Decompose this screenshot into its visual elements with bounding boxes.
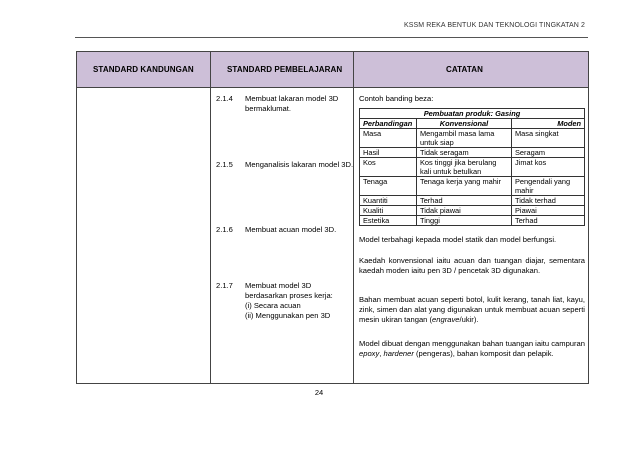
table-row	[360, 129, 585, 148]
item-main-text: Membuat model 3D berdasarkan proses kerja:	[245, 281, 333, 300]
p4-text-end: (pengeras), bahan komposit dan pelapik.	[413, 349, 554, 358]
item-number: 2.1.6	[216, 225, 233, 234]
cell: Kos tinggi jika berulang kali untuk betulkan	[417, 158, 512, 177]
item-text: Membuat acuan model 3D.	[245, 225, 337, 234]
column-divider-1	[210, 52, 211, 383]
p4-italic-hardener: hardener	[383, 349, 414, 358]
cell: Tenaga kerja yang mahir	[417, 177, 512, 196]
p4-sep: ,	[379, 349, 384, 358]
header-standard-pembelajaran: STANDARD PEMBELAJARAN	[227, 65, 343, 74]
cell: Hasil	[360, 148, 417, 158]
cell: Pengendali yang mahir	[512, 177, 585, 196]
cell: Tidak terhad	[512, 196, 585, 206]
cell: Mengambil masa lama untuk siap	[417, 129, 512, 148]
p4-text: Model dibuat dengan menggunakan bahan tuangan iaitu campuran	[359, 339, 585, 348]
cell: Tinggi	[417, 216, 512, 226]
cell: Kos	[360, 158, 417, 177]
item-number: 2.1.5	[216, 160, 233, 169]
notes-paragraph-2: Kaedah konvensional iaitu acuan dan tuangan diajar, sementara kaedah moden iaitu pen 3D / pencetak 3D digunakan.	[359, 256, 585, 275]
header-catatan: CATATAN	[446, 65, 483, 74]
cell: Piawai	[512, 206, 585, 216]
comparison-caption: Pembuatan produk: Gasing	[360, 109, 585, 119]
notes-paragraph-1: Model terbahagi kepada model statik dan model berfungsi.	[359, 235, 557, 244]
page-number: 24	[314, 388, 324, 397]
document-header: KSSM REKA BENTUK DAN TEKNOLOGI TINGKATAN 2	[403, 22, 585, 29]
item-sub-i: (i) Secara acuan	[245, 301, 301, 310]
comparison-table	[359, 108, 585, 226]
table-row	[360, 148, 585, 158]
p3-italic: engrave	[432, 315, 460, 324]
comparison-header: Konvensional	[417, 119, 512, 129]
item-text: Membuat lakaran model 3D bermaklumat.	[245, 94, 339, 113]
table-row	[360, 216, 585, 226]
item-number: 2.1.7	[216, 281, 233, 290]
cell: Masa	[360, 129, 417, 148]
cell: Seragam	[512, 148, 585, 158]
cell: Masa singkat	[512, 129, 585, 148]
p4-italic-epoxy: epoxy	[359, 349, 380, 358]
cell: Terhad	[417, 196, 512, 206]
p3-text-end: /ukir).	[459, 315, 479, 324]
cell: Terhad	[512, 216, 585, 226]
cell: Tidak piawai	[417, 206, 512, 216]
cell: Estetika	[360, 216, 417, 226]
cell: Kuantiti	[360, 196, 417, 206]
p3-text: Bahan membuat acuan seperti botol, kulit kerang, tanah liat, kayu, zink, simen dan alat yang digunakan untuk membuat acuan seperti mesin ukiran tangan (	[359, 295, 585, 324]
header-divider	[75, 37, 588, 38]
cell: Tidak seragam	[417, 148, 512, 158]
curriculum-table	[76, 51, 589, 384]
table-row	[360, 177, 585, 196]
table-row	[360, 158, 585, 177]
table-row	[360, 206, 585, 216]
cell: Kualiti	[360, 206, 417, 216]
notes-paragraph-4	[359, 339, 585, 359]
header-standard-kandungan: STANDARD KANDUNGAN	[93, 65, 194, 74]
table-row	[360, 196, 585, 206]
comparison-header: Perbandingan	[360, 119, 417, 129]
item-text	[245, 281, 355, 321]
notes-paragraph-3	[359, 295, 585, 325]
notes-intro: Contoh banding beza:	[359, 94, 434, 103]
item-number: 2.1.4	[216, 94, 233, 103]
comparison-header: Moden	[512, 119, 585, 129]
item-text: Menganalisis lakaran model 3D.	[245, 160, 354, 169]
cell: Tenaga	[360, 177, 417, 196]
item-sub-ii: (ii) Menggunakan pen 3D	[245, 311, 331, 320]
cell: Jimat kos	[512, 158, 585, 177]
